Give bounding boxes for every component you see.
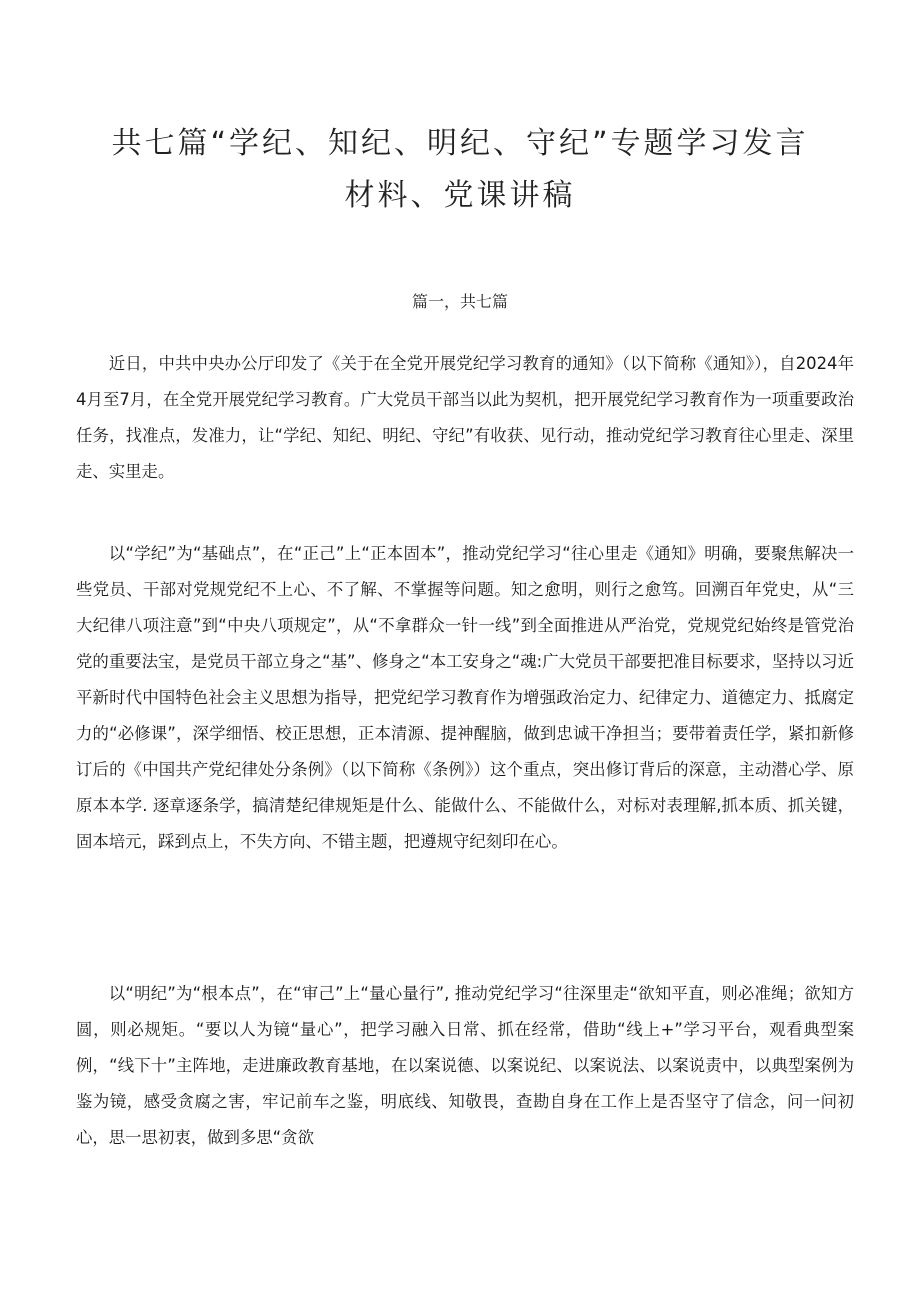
body-paragraph: 以“学纪”为“基础点”，在“正己”上“正本固本”，推动党纪学习“往心里走《通知》明确，要聚焦解决一些党员、干部对党规党纪不上心、不了解、不掌握等问题。知之愈明，则行之愈笃。回溯百年党史，从“三大纪律八项注意”到“中央八项规定”，从“不拿群众一针一线”到全面推进从严治党，党规党纪始终是管党治党的重要法宝，是党员干部立身之“基”、修身之“本工安身之“魂:广大党员干部要把准目标要求，坚持以习近平新时代中国特色社会主义思想为指导，把党纪学习教育作为增强政治定力、纪律定力、道德定力、抵腐定力的“必修课”，深学细悟、校正思想，正本清源、提神醒脑，做到忠诚干净担当；要带着责任学，紧扣新修订后的《中国共产党纪律处分条例》（以下简称《条例》）这个重点，突出修订背后的深意，主动潜心学、原原本本学. 逐章逐条学，搞清楚纪律规矩是什么、能做什么、不能做什么，对标对表理解,抓本质、抓关键，固本培元，踩到点上，不失方向、不错主题，把遵规守纪刻印在心。 (76, 544, 854, 851)
body-paragraph: 以“明纪”为“根本点”，在“审己”上“量心量行”, 推动党纪学习“往深里走“欲知平直，则必准绳；欲知方圆，则必规矩。“要以人为镜“量心”，把学习融入日常、抓在经常，借助“线上+”学习平台，观看典型案例，“线下十”主阵地，走进廉政教育基地，在以案说德、以案说纪、以案说法、以案说责中，以典型案例为鉴为镜，感受贪腐之害，牢记前车之鉴，明底线、知敬畏，查勘自身在工作上是否坚守了信念，问一问初心，思一思初衷，做到多思“贪欲 (76, 984, 854, 1147)
title-line-2: 材料、党课讲稿 (344, 178, 576, 213)
body-paragraph: 近日，中共中央办公厅印发了《关于在全党开展党纪学习教育的通知》（以下简称《通知》），自2024年4月至7月，在全党开展党纪学习教育。广大党员干部当以此为契机，把开展党纪学习教育作为一项重要政治任务，找准点，发准力，让“学纪、知纪、明纪、守纪”有收获、见行动，推动党纪学习教育往心里走、深里走、实里走。 (76, 354, 854, 481)
document-title (70, 118, 850, 222)
title-line-1: 共七篇“学纪、知纪、明纪、守纪”专题学习发言 (111, 126, 809, 161)
section-heading: 篇一，共七篇 (411, 292, 508, 311)
